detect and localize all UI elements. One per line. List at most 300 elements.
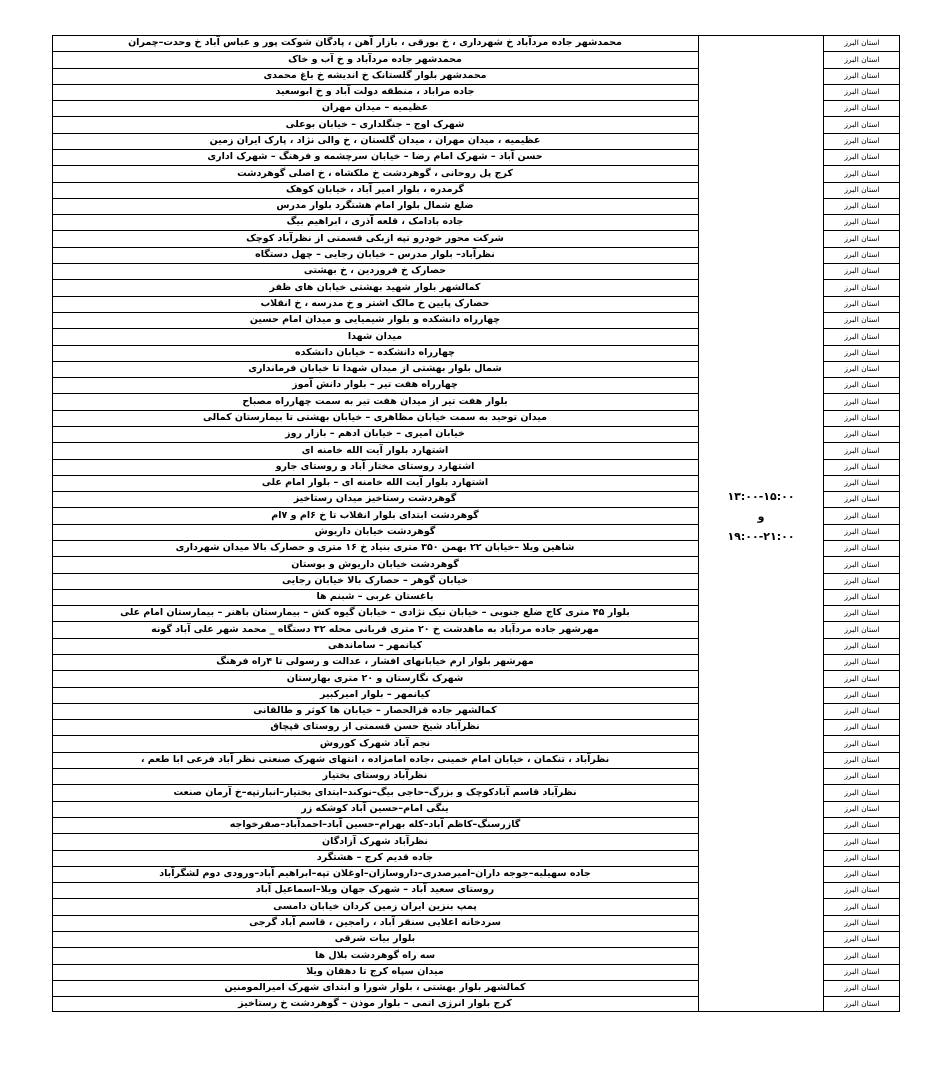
address-cell: شاهین ویلا –خیابان ۲۲ بهمن ۳۵۰ متری بنیاد خ ۱۶ متری و حصارک بالا میدان شهرداری — [175, 542, 575, 553]
table-row — [52, 719, 900, 735]
province-cell: استان البرز — [844, 71, 880, 80]
province-cell: استان البرز — [844, 446, 880, 455]
table-row — [52, 100, 900, 116]
table-row — [52, 866, 900, 882]
address-cell: مهرشهر بلوار ارم خیابانهای افشار ، عدالت و رسولی تا ۴راه فرهنگ — [216, 656, 534, 667]
table-row — [52, 589, 900, 605]
province-cell: استان البرز — [844, 478, 880, 487]
table-row — [52, 735, 900, 752]
address-cell: پمپ بنزین ایران زمین کردان خیابان دامسی — [273, 901, 477, 912]
row-border — [823, 735, 900, 736]
province-cell: استان البرز — [844, 641, 880, 650]
row-border — [823, 68, 900, 69]
province-cell: استان البرز — [844, 55, 880, 64]
row-border — [52, 556, 699, 557]
province-cell: استان البرز — [844, 983, 880, 992]
province-cell: استان البرز — [844, 136, 880, 145]
row-border — [823, 279, 900, 280]
row-border — [52, 230, 699, 231]
row-border — [52, 670, 699, 671]
table-row — [52, 198, 900, 214]
province-cell: استان البرز — [844, 364, 880, 373]
table-row — [52, 915, 900, 931]
province-cell: استان البرز — [844, 380, 880, 389]
province-cell: استان البرز — [844, 103, 880, 112]
row-border — [823, 475, 900, 476]
row-border — [823, 459, 900, 460]
row-border — [52, 393, 699, 394]
row-border — [52, 654, 699, 655]
row-border — [52, 687, 699, 688]
row-border — [52, 475, 699, 476]
row-border — [52, 182, 699, 183]
table-row — [52, 377, 900, 393]
province-cell: استان البرز — [844, 674, 880, 683]
address-cell: نجم آباد شهرک کوروش — [319, 738, 431, 749]
row-border — [52, 361, 699, 362]
address-cell: اشتهارد بلوار آیت الله خامنه ای – بلوار امام علی — [261, 477, 489, 488]
time-range-afternoon: ۱۳:۰۰-۱۵:۰۰ — [727, 490, 795, 503]
table-row — [52, 393, 900, 410]
row-border — [823, 116, 900, 117]
address-cell: نظرآباد شیخ حسن قسمتی از روستای قپچاق — [270, 721, 480, 732]
province-cell: استان البرز — [844, 413, 880, 422]
address-cell: جاده بادامک ، قلعه آذری ، ابراهیم بیگ — [286, 216, 464, 227]
row-border — [52, 1011, 900, 1012]
row-border — [823, 703, 900, 704]
row-border — [52, 165, 699, 166]
table-row — [52, 703, 900, 719]
row-border — [823, 247, 900, 248]
row-border — [823, 768, 900, 769]
row-border — [52, 296, 699, 297]
row-border — [823, 230, 900, 231]
address-cell: شرکت محور خودرو تپه ازبکی قسمتی از نظرآباد کوچک — [246, 233, 504, 244]
time-window-cell — [699, 487, 823, 547]
table-row — [52, 328, 900, 345]
row-border — [823, 964, 900, 965]
province-cell: استان البرز — [844, 739, 880, 748]
address-cell: کرج پل روحانی ، گوهردشت خ ملکشاه ، خ اصلی گوهردشت — [237, 168, 513, 179]
address-cell: روستای سعید آباد – شهرک جهان ویلا–اسماعیل آباد — [255, 884, 495, 895]
address-cell: چهارراه دانشکده و بلوار شیمیایی و میدان امام حسین — [249, 314, 501, 325]
address-cell: گرمدره ، بلوار امیر آباد ، خیابان کوهک — [286, 184, 464, 195]
row-border — [823, 491, 900, 492]
province-cell: استان البرز — [844, 201, 880, 210]
address-cell: سه راه گوهردشت بلال ها — [314, 950, 436, 961]
province-cell: استان البرز — [844, 657, 880, 666]
table-row — [52, 182, 900, 198]
province-cell: استان البرز — [844, 804, 880, 813]
table-row — [52, 116, 900, 133]
row-border — [823, 263, 900, 264]
province-cell: استان البرز — [844, 283, 880, 292]
row-border — [52, 605, 699, 606]
row-border — [52, 719, 699, 720]
row-border — [52, 51, 699, 52]
province-cell: استان البرز — [844, 755, 880, 764]
row-border — [52, 915, 699, 916]
row-border — [52, 850, 699, 851]
row-border — [823, 442, 900, 443]
row-border — [823, 393, 900, 394]
province-cell: استان البرز — [844, 837, 880, 846]
row-border — [52, 263, 699, 264]
row-border — [823, 996, 900, 997]
row-border — [52, 980, 699, 981]
province-cell: استان البرز — [844, 918, 880, 927]
address-cell: شهرک نگارستان و ۲۰ متری بهارستان — [286, 673, 464, 684]
table-row — [52, 980, 900, 996]
table-row — [52, 165, 900, 182]
row-border — [823, 638, 900, 639]
row-border — [823, 182, 900, 183]
province-cell: استان البرز — [844, 315, 880, 324]
table-row — [52, 850, 900, 866]
row-border — [823, 801, 900, 802]
row-border — [52, 442, 699, 443]
address-cell: حسن آباد – شهرک امام رضا – خیابان سرچشمه و فرهنگ – شهرک اداری — [207, 151, 543, 162]
address-cell: بلوار بیات شرقی — [334, 933, 416, 944]
address-cell: جاده مراباد ، منطقه دولت آباد و خ ابوسعید — [275, 86, 475, 97]
row-border — [52, 328, 699, 329]
address-cell: کیانمهر – بلوار امیرکبیر — [319, 689, 430, 700]
row-border — [52, 735, 699, 736]
row-border — [52, 964, 699, 965]
row-border — [823, 898, 900, 899]
address-cell: عظیمیه ، میدان مهران ، میدان گلستان ، خ والی نژاد ، پارک ایران زمین — [209, 135, 541, 146]
province-cell: استان البرز — [844, 266, 880, 275]
address-cell: میدان توحید به سمت خیابان مظاهری – خیابان بهشتی تا بیمارستان کمالی — [202, 412, 548, 423]
row-border — [52, 459, 699, 460]
table-row — [52, 654, 900, 670]
row-border — [52, 426, 699, 427]
table-row — [52, 459, 900, 475]
row-border — [823, 573, 900, 574]
row-border — [52, 410, 699, 411]
province-cell: استان البرز — [844, 934, 880, 943]
address-cell: گوهردشت خیابان داریوش و بوستان — [291, 559, 459, 570]
province-cell: استان البرز — [844, 429, 880, 438]
province-cell: استان البرز — [844, 494, 880, 503]
address-cell: محمدشهر جاده مردآباد خ شهرداری ، خ بورقی ، بازار آهن ، پادگان شوکت پور و عباس آباد خ وحدت–چمران — [128, 37, 622, 48]
row-border — [823, 687, 900, 688]
province-cell: استان البرز — [844, 234, 880, 243]
row-border — [823, 719, 900, 720]
table-row — [52, 410, 900, 426]
row-border — [823, 882, 900, 883]
row-border — [52, 247, 699, 248]
province-cell: استان البرز — [844, 771, 880, 780]
row-border — [52, 84, 699, 85]
address-cell: نظرآباد– بلوار مدرس – خیابان رجایی – چهل دستگاه — [255, 249, 495, 260]
row-border — [52, 507, 699, 508]
province-cell: استان البرز — [844, 967, 880, 976]
row-border — [52, 621, 699, 622]
row-border — [823, 51, 900, 52]
row-border — [52, 638, 699, 639]
row-border — [823, 833, 900, 834]
row-border — [52, 589, 699, 590]
row-border — [52, 214, 699, 215]
table-row — [52, 768, 900, 784]
row-border — [823, 817, 900, 818]
province-cell: استان البرز — [844, 527, 880, 536]
row-border — [823, 589, 900, 590]
row-border — [823, 361, 900, 362]
province-cell: استان البرز — [844, 869, 880, 878]
address-cell: گوهردشت رستاخیز میدان رستاخیز — [293, 493, 457, 504]
address-cell: محمدشهر جاده مردآباد و خ آب و خاک — [288, 54, 462, 65]
table-row — [52, 312, 900, 328]
row-border — [52, 833, 699, 834]
row-border — [823, 947, 900, 948]
province-cell: استان البرز — [844, 120, 880, 129]
address-cell: میدان شهدا — [347, 331, 403, 342]
row-border — [52, 35, 900, 36]
province-cell: استان البرز — [844, 38, 880, 47]
table-row — [52, 898, 900, 915]
row-border — [823, 133, 900, 134]
address-cell: کیانمهر – ساماندهی — [327, 640, 423, 651]
row-border — [823, 621, 900, 622]
table-row — [52, 442, 900, 459]
address-cell: کمالشهر جاده قزالحصار – خیابان ها کوثر و طالقانی — [253, 705, 497, 716]
address-cell: محمدشهر بلوار گلستانک خ اندیشه خ باغ محمدی — [263, 70, 487, 81]
row-border — [823, 426, 900, 427]
row-border — [52, 312, 699, 313]
table-row — [52, 833, 900, 850]
address-cell: جاده سهیلیه–جوجه داران–امیرصدری–داروسازان–اوغلان تپه–ابراهیم آباد–ورودی دوم لشگرآباد — [159, 868, 591, 879]
row-border — [52, 524, 699, 525]
address-cell: نظرآباد قاسم آبادکوچک و بزرگ–حاجی بیگ–نوکند–ابتدای بختیار–انبارتپه–خ آرمان صنعت — [173, 787, 577, 798]
row-border — [52, 801, 699, 802]
time-range-evening: ۱۹:۰۰-۲۱:۰۰ — [727, 530, 795, 543]
table-row — [52, 573, 900, 589]
address-cell: نظرآباد ، تنکمان ، خیابان امام خمینی ،جاده امامزاده ، انتهای شهرک صنعتی نظر آباد فرعی ابا طعم ، — [140, 754, 610, 765]
province-cell: استان البرز — [844, 397, 880, 406]
address-cell: اشتهارد بلوار آیت الله خامنه ای — [301, 445, 449, 456]
row-border — [52, 149, 699, 150]
province-cell: استان البرز — [844, 951, 880, 960]
row-border — [823, 312, 900, 313]
province-cell: استان البرز — [844, 152, 880, 161]
row-border — [52, 996, 699, 997]
address-cell: خیابان امیری – خیابان ادهم – بازار روز — [285, 428, 465, 439]
province-cell: استان البرز — [844, 543, 880, 552]
province-cell: استان البرز — [844, 348, 880, 357]
province-cell: استان البرز — [844, 560, 880, 569]
table-row — [52, 947, 900, 964]
table-row — [52, 638, 900, 654]
row-border — [823, 752, 900, 753]
row-border — [823, 866, 900, 867]
row-border — [823, 980, 900, 981]
address-cell: اشتهارد روستای مختار آباد و روستای جارو — [275, 461, 475, 472]
province-cell: استان البرز — [844, 185, 880, 194]
row-border — [52, 752, 699, 753]
province-cell: استان البرز — [844, 722, 880, 731]
row-border — [52, 100, 699, 101]
province-cell: استان البرز — [844, 706, 880, 715]
row-border — [823, 524, 900, 525]
province-cell: استان البرز — [844, 690, 880, 699]
table-row — [52, 361, 900, 377]
province-cell: استان البرز — [844, 625, 880, 634]
province-cell: استان البرز — [844, 462, 880, 471]
table-row — [52, 687, 900, 703]
row-border — [823, 296, 900, 297]
row-border — [823, 915, 900, 916]
row-border — [52, 116, 699, 117]
address-cell: ینگی امام–حسین آباد کوشکه زر — [301, 803, 449, 814]
row-border — [823, 507, 900, 508]
address-cell: جاده قدیم کرج – هشتگرد — [316, 852, 434, 863]
table-row — [52, 263, 900, 279]
table-row — [52, 35, 900, 51]
table-row — [52, 279, 900, 296]
table-row — [52, 84, 900, 100]
row-border — [823, 328, 900, 329]
row-border — [52, 540, 699, 541]
address-cell: شمال بلوار بهشتی از میدان شهدا تا خیابان فرمانداری — [248, 363, 502, 374]
province-cell: استان البرز — [844, 169, 880, 178]
row-border — [52, 703, 699, 704]
row-border — [52, 279, 699, 280]
row-border — [823, 670, 900, 671]
table-row — [52, 605, 900, 621]
row-border — [52, 898, 699, 899]
table-row — [52, 996, 900, 1012]
row-border — [823, 214, 900, 215]
address-cell: حصارک پایین خ مالک اشتر و خ مدرسه ، خ انقلاب — [260, 298, 490, 309]
row-border — [823, 410, 900, 411]
address-cell: نظرآباد روستای بختیار — [322, 770, 428, 781]
row-border — [823, 605, 900, 606]
address-cell: گوهردشت ابتدای بلوار انقلاب تا خ ۶ام و ۷ام — [271, 510, 479, 521]
table-row — [52, 801, 900, 817]
row-border — [823, 198, 900, 199]
address-cell: بلوار ۴۵ متری کاج ضلع جنوبی – خیابان نیک نژادی – خیابان گیوه کش – بیمارستان باهنر – بیمارستان امام علی — [120, 607, 630, 618]
province-cell: استان البرز — [844, 885, 880, 894]
row-border — [823, 850, 900, 851]
table-row — [52, 752, 900, 768]
table-row — [52, 214, 900, 230]
table-row — [52, 230, 900, 247]
address-cell: گوهردشت خیابان داریوش — [314, 526, 436, 537]
row-border — [52, 866, 699, 867]
row-border — [52, 931, 699, 932]
province-cell: استان البرز — [844, 788, 880, 797]
province-cell: استان البرز — [844, 592, 880, 601]
row-border — [823, 931, 900, 932]
table-row — [52, 670, 900, 687]
province-cell: استان البرز — [844, 576, 880, 585]
address-cell: ضلع شمال بلوار امام هشتگرد بلوار مدرس — [276, 200, 474, 211]
address-cell: خیابان گوهر – حصارک بالا خیابان رجایی — [282, 575, 468, 586]
row-border — [52, 133, 699, 134]
province-cell: استان البرز — [844, 853, 880, 862]
province-cell: استان البرز — [844, 332, 880, 341]
table-row — [52, 817, 900, 833]
time-conjunction: و — [757, 510, 765, 523]
row-border — [52, 68, 699, 69]
table-row — [52, 426, 900, 442]
province-cell: استان البرز — [844, 250, 880, 259]
table-row — [52, 931, 900, 947]
row-border — [823, 654, 900, 655]
table-row — [52, 296, 900, 312]
table-row — [52, 68, 900, 84]
row-border — [823, 100, 900, 101]
row-border — [52, 491, 699, 492]
address-cell: باغستان غربی – شبنم ها — [316, 591, 434, 602]
row-border — [52, 198, 699, 199]
address-cell: گازرسنگ–کاظم آباد–کله بهرام–حسین آباد–احمدآباد–صفرخواجه — [229, 819, 521, 830]
address-cell: عظیمیه – میدان مهران — [321, 102, 429, 113]
row-border — [52, 345, 699, 346]
row-border — [823, 345, 900, 346]
province-cell: استان البرز — [844, 608, 880, 617]
table-row — [52, 556, 900, 573]
province-cell: استان البرز — [844, 902, 880, 911]
address-cell: بلوار هفت تیر از میدان هفت تیر به سمت چهارراه مصباح — [242, 396, 508, 407]
table-row — [52, 964, 900, 980]
row-border — [52, 768, 699, 769]
row-border — [823, 149, 900, 150]
row-border — [823, 556, 900, 557]
province-cell: استان البرز — [844, 87, 880, 96]
address-cell: میدان سپاه کرج تا دهقان ویلا — [306, 966, 444, 977]
province-cell: استان البرز — [844, 820, 880, 829]
table-row — [52, 621, 900, 638]
row-border — [52, 573, 699, 574]
row-border — [823, 84, 900, 85]
province-cell: استان البرز — [844, 511, 880, 520]
row-border — [823, 784, 900, 785]
table-row — [52, 51, 900, 68]
row-border — [823, 540, 900, 541]
table-row — [52, 133, 900, 149]
province-cell: استان البرز — [844, 217, 880, 226]
address-cell: نظرآباد شهرک آزادگان — [322, 836, 428, 847]
row-border — [52, 947, 699, 948]
table-row — [52, 882, 900, 898]
row-border — [52, 882, 699, 883]
table-row — [52, 149, 900, 165]
row-border — [823, 165, 900, 166]
address-cell: کمالشهر بلوار شهید بهشتی خیابان های ظفر — [269, 282, 481, 293]
row-border — [52, 784, 699, 785]
row-border — [52, 817, 699, 818]
address-cell: کرج بلوار انرژی اتمی – بلوار موذن – گوهردشت خ رستاخیز — [238, 998, 512, 1009]
table-row — [52, 345, 900, 361]
address-cell: چهارراه هفت تیر – بلوار دانش آموز — [292, 379, 458, 390]
address-cell: چهارراه دانشکده – خیابان دانشکده — [295, 347, 455, 358]
table-row — [52, 247, 900, 263]
table-row — [52, 784, 900, 801]
row-border — [52, 377, 699, 378]
address-cell: کمالشهر بلوار بهشتی ، بلوار شورا و ابتدای شهرک امیرالمومنین — [224, 982, 526, 993]
address-cell: حصارک خ فروردین ، خ بهشتی — [303, 265, 447, 276]
row-border — [823, 377, 900, 378]
address-cell: شهرک اوج – جنگلداری – خیابان بوعلی — [285, 119, 465, 130]
outage-schedule-table — [52, 35, 900, 1012]
province-cell: استان البرز — [844, 299, 880, 308]
province-cell: استان البرز — [844, 999, 880, 1008]
address-cell: مهرشهر جاده مردآباد به ماهدشت خ ۲۰ متری قربانی محله ۳۲ دستگاه _ محمد شهر علی آباد گونه — [151, 624, 599, 635]
address-cell: سردخانه اعلایی سنقر آباد ، رامجین ، قاسم آباد گرجی — [249, 917, 501, 928]
